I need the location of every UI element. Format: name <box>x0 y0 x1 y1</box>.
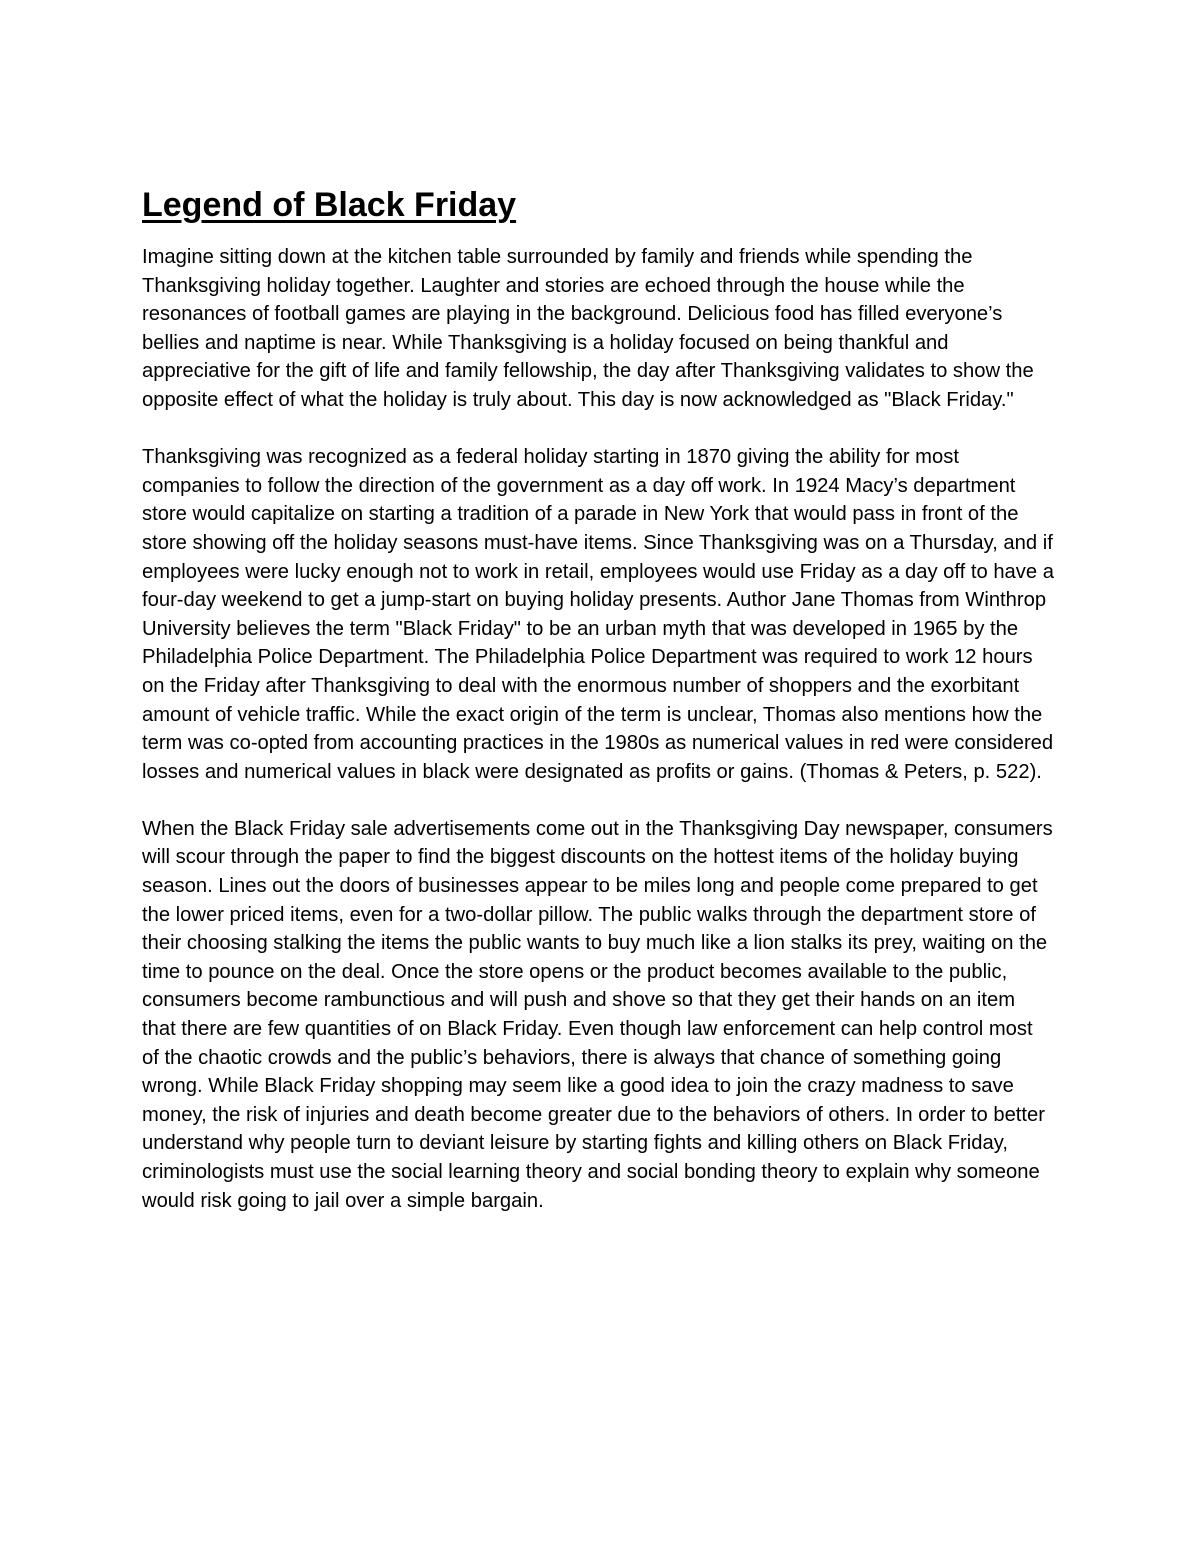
paragraph-3: When the Black Friday sale advertisements come out in the Thanksgiving Day newspaper, consumers will scour through the paper to find the biggest discounts on the hottest items of the holiday buying season. Lines out the doors of businesses appear to be miles long and people come prepared to get the lower priced items, even for a two-dollar pillow. The public walks through the department store of their choosing stalking the items the public wants to buy much like a lion stalks its prey, waiting on the time to pounce on the deal. Once the store opens or the product becomes available to the public, consumers become rambunctious and will push and shove so that they get their hands on an item that there are few quantities of on Black Friday. Even though law enforcement can help control most of the chaotic crowds and the public’s behaviors, there is always that chance of something going wrong. While Black Friday shopping may seem like a good idea to join the crazy madness to save money, the risk of injuries and death become greater due to the behaviors of others. In order to better understand why people turn to deviant leisure by starting fights and killing others on Black Friday, criminologists must use the social learning theory and social bonding theory to explain why someone would risk going to jail over a simple bargain. <box>142 817 1053 1212</box>
paragraph-1: Imagine sitting down at the kitchen table surrounded by family and friends while spending the Thanksgiving holiday together. Laughter and stories are echoed through the house while the resonances of football games are playing in the background. Delicious food has filled everyone’s bellies and naptime is near. While Thanksgiving is a holiday focused on being thankful and appreciative for the gift of life and family fellowship, the day after Thanksgiving validates to show the opposite effect of what the holiday is truly about. This day is now acknowledged as "Black Friday." <box>142 246 1034 411</box>
document-title: Legend of Black Friday <box>142 186 517 224</box>
document-page <box>142 183 1054 1244</box>
paragraph-2: Thanksgiving was recognized as a federal holiday starting in 1870 giving the ability for most companies to follow the direction of the government as a day off work. In 1924 Macy’s department store would capitalize on starting a tradition of a parade in New York that would pass in front of the store showing off the holiday seasons must-have items. Since Thanksgiving was on a Thursday, and if employees were lucky enough not to work in retail, employees would use Friday as a day off to have a four-day weekend to get a jump-start on buying holiday presents. Author Jane Thomas from Winthrop University believes the term "Black Friday" to be an urban myth that was developed in 1965 by the Philadelphia Police Department. The Philadelphia Police Department was required to work 12 hours on the Friday after Thanksgiving to deal with the enormous number of shoppers and the exorbitant amount of vehicle traffic. While the exact origin of the term is unclear, Thomas also mentions how the term was co-opted from accounting practices in the 1980s as numerical values in red were considered losses and numerical values in black were designated as profits or gains. (Thomas & Peters, p. 522). <box>142 446 1054 783</box>
